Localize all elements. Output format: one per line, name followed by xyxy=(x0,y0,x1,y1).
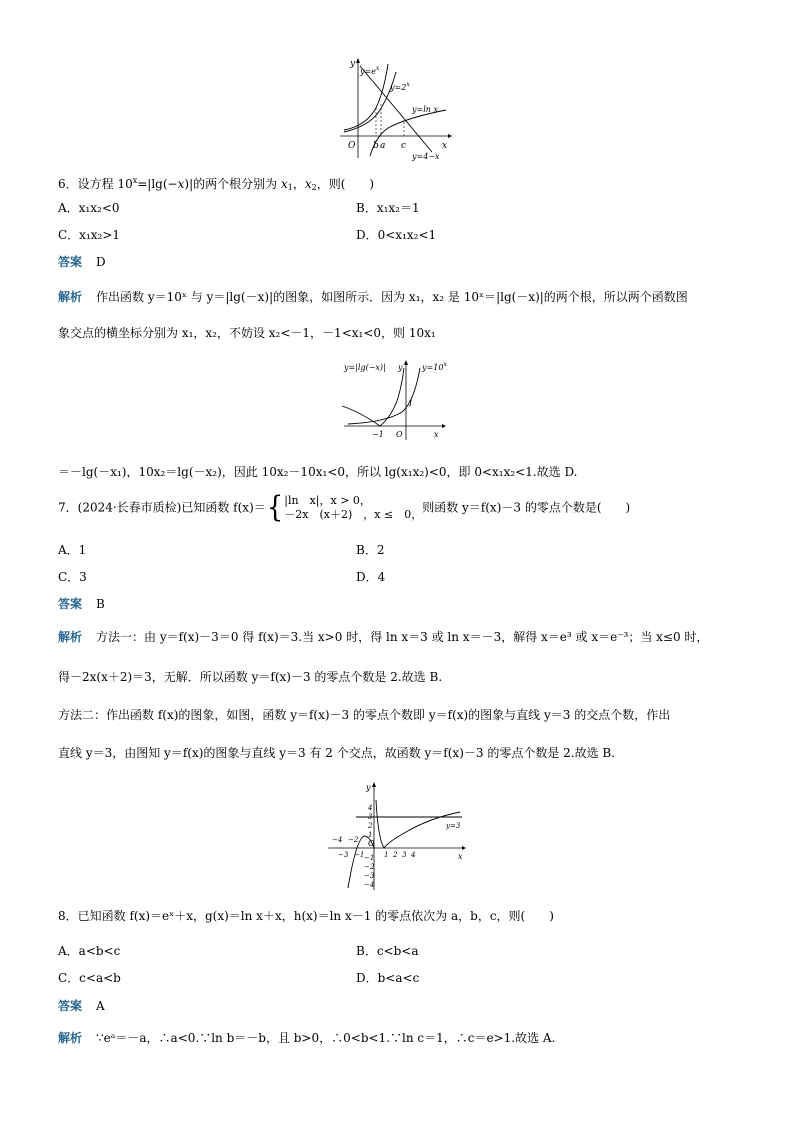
fig3-ytick-neg2: −2 xyxy=(364,863,375,871)
fig2-label-origin: O xyxy=(396,430,403,439)
q7-analysis-3: 方法二：作出函数 f(x)的图象，如图，函数 y＝f(x)－3 的零点个数即 y＝f(x)的图象与直线 y＝3 的交点个数，作出 xyxy=(58,708,671,722)
q8-answer-label: 答案 xyxy=(58,999,83,1013)
q6-stem: 6．设方程 $10^x=|\lg(-x)|$的两个根分别为 $x_1$，$x_2$，则( ) xyxy=(58,176,375,192)
fig3-xtick-neg1: −1 xyxy=(354,851,365,859)
q6-answer xyxy=(58,254,106,270)
q7-analysis-2: 得－2x(x＋2)＝3，无解．所以函数 y＝f(x)－3 的零点个数是 2.故选 B. xyxy=(58,670,443,684)
fig1-label-c: c xyxy=(401,141,407,151)
q6-analysis-1: 解析 作出函数 y＝10ˣ 与 y＝|lg(－x)|的图象，如图所示．因为 x₁，x₂ 是 10ˣ＝|lg(－x)|的两个根，所以两个函数图 xyxy=(58,290,688,304)
fig2-label-y: y xyxy=(398,363,403,372)
q7-option-c: C．3 xyxy=(58,570,87,584)
fig1-label-y: y xyxy=(350,59,356,69)
fig1-label-b: b xyxy=(373,141,379,151)
fig1-label-2x: $y=2^x$ xyxy=(390,81,410,92)
fig1-label-x: x xyxy=(442,141,448,151)
fig3-xtick-3: 3 xyxy=(402,851,407,859)
fig2-curve-10x xyxy=(348,368,420,424)
q7-case-1: |ln x|，x > 0， xyxy=(284,494,371,507)
fig3-ytick-neg3: −3 xyxy=(364,872,375,880)
q6-option-c: C．x₁x₂>1 xyxy=(58,228,121,242)
q8-option-d: D．b<a<c xyxy=(356,971,420,985)
fig2-curve-lg xyxy=(342,368,404,426)
fig2-label-10x: $y=10^x$ xyxy=(422,361,447,372)
q6-option-d: D．0<x₁x₂<1 xyxy=(356,228,437,242)
fig2-label-x: x xyxy=(434,430,439,439)
fig3-ytick-neg1: −1 xyxy=(364,854,375,862)
q8-analysis-1: 解析 ∵eᵃ＝－a，∴a<0.∵ln b＝－b，且 b>0，∴0<b<1.∵ln c＝1，∴c＝e>1.故选 A. xyxy=(58,1031,556,1045)
fig3-ytick-1: 1 xyxy=(368,831,373,839)
q7-analysis-1: 解析 方法一：由 y＝f(x)－3＝0 得 f(x)＝3.当 x>0 时，得 ln x＝3 或 ln x＝－3，解得 x＝e³ 或 x＝e⁻³；当 x≤0 时， xyxy=(58,630,709,644)
fig1-label-origin: O xyxy=(348,141,356,151)
fig2-y-arrow xyxy=(404,360,408,365)
q7-answer-value: B xyxy=(96,597,105,611)
fig2-label-neg-one: −1 xyxy=(372,430,384,439)
q7-option-a: A．1 xyxy=(58,543,87,557)
fig3-ytick-2: 2 xyxy=(368,822,373,830)
q6-analysis-label: 解析 xyxy=(58,290,83,304)
q7-answer-label: 答案 xyxy=(58,597,83,611)
fig3-y-arrow xyxy=(372,782,376,787)
q7-case-2: －2x (x＋2) ，x ≤ 0， xyxy=(284,508,423,521)
figure-2-graph xyxy=(340,358,450,442)
q8-option-a: A．a<b<c xyxy=(58,944,121,958)
q8-option-c: C．c<a<b xyxy=(58,971,121,985)
fig3-label-y: y xyxy=(366,783,371,792)
q7-answer xyxy=(58,596,105,612)
fig3-xtick-neg3: −3 xyxy=(338,851,349,859)
fig3-label-y3: y=3 xyxy=(446,822,461,830)
figure-1-graph xyxy=(336,56,456,164)
q6-analysis-2: 象交点的横坐标分别为 x₁，x₂，不妨设 x₂<－1，－1<x₁<0，则 10x₁ xyxy=(58,326,436,340)
fig3-ytick-3: 3 xyxy=(368,813,373,821)
fig1-label-a: a xyxy=(380,141,386,151)
fig3-ytick-neg4: −4 xyxy=(364,881,375,889)
fig1-label-lnx: y=ln x xyxy=(412,105,438,114)
fig1-y-arrow xyxy=(356,58,360,63)
q8-answer-value: A xyxy=(96,999,105,1013)
fig1-curve-2x xyxy=(344,72,396,132)
fig3-x-arrow xyxy=(462,846,466,850)
fig3-label-origin: O xyxy=(368,839,375,848)
fig1-label-4-x: y=4−x xyxy=(412,152,440,161)
fig3-xtick-1: 1 xyxy=(384,851,389,859)
fig1-label-ex: $y=e^x$ xyxy=(360,65,380,76)
q6-answer-value: D xyxy=(96,255,106,269)
q7-brace-icon: { xyxy=(266,491,284,525)
q7-option-d: D．4 xyxy=(356,570,386,584)
fig3-xtick-neg4: −4 xyxy=(332,836,343,844)
q7-analysis-label: 解析 xyxy=(58,630,83,644)
q6-option-b: B．x₁x₂＝1 xyxy=(356,201,420,215)
q8-stem: 8．已知函数 f(x)＝eˣ＋x，g(x)＝ln x＋x，h(x)＝ln x－1 的零点依次为 a，b，c，则( ) xyxy=(58,909,554,923)
q7-analysis-4: 直线 y＝3，由图知 y＝f(x)的图象与直线 y＝3 有 2 个交点，故函数 y＝f(x)－3 的零点个数是 2.故选 B. xyxy=(58,746,616,760)
q8-analysis-label: 解析 xyxy=(58,1031,83,1045)
q7-stem: 7．(2024·长春市质检)已知函数 f(x)＝{ |ln x|，x > 0， －2x (x＋2) ，x ≤ 0， 则函数 y＝f(x)－3 的零点个数是( ) xyxy=(58,491,631,525)
figure-3-graph xyxy=(326,780,472,892)
fig3-xtick-neg2: −2 xyxy=(348,836,359,844)
fig3-xtick-4: 4 xyxy=(411,851,416,859)
fig2-label-lg: y=|lg(−x)| xyxy=(344,363,386,372)
fig3-ytick-4: 4 xyxy=(368,804,373,812)
fig3-label-x: x xyxy=(458,852,463,861)
q8-answer xyxy=(58,998,105,1014)
fig2-label-one: 1 xyxy=(408,399,414,408)
fig2-x-arrow xyxy=(442,424,446,428)
fig1-x-arrow xyxy=(448,134,452,138)
fig3-xtick-2: 2 xyxy=(393,851,398,859)
q6-analysis-3: ＝－lg(－x₁)，10x₂＝lg(－x₂)，因此 10x₂－10x₁<0，所以 lg(x₁x₂)<0，即 0<x₁x₂<1.故选 D. xyxy=(58,465,578,479)
q6-option-a: A．x₁x₂<0 xyxy=(58,201,120,215)
q7-option-b: B．2 xyxy=(356,543,385,557)
q8-option-b: B．c<b<a xyxy=(356,944,419,958)
q6-answer-label: 答案 xyxy=(58,255,83,269)
